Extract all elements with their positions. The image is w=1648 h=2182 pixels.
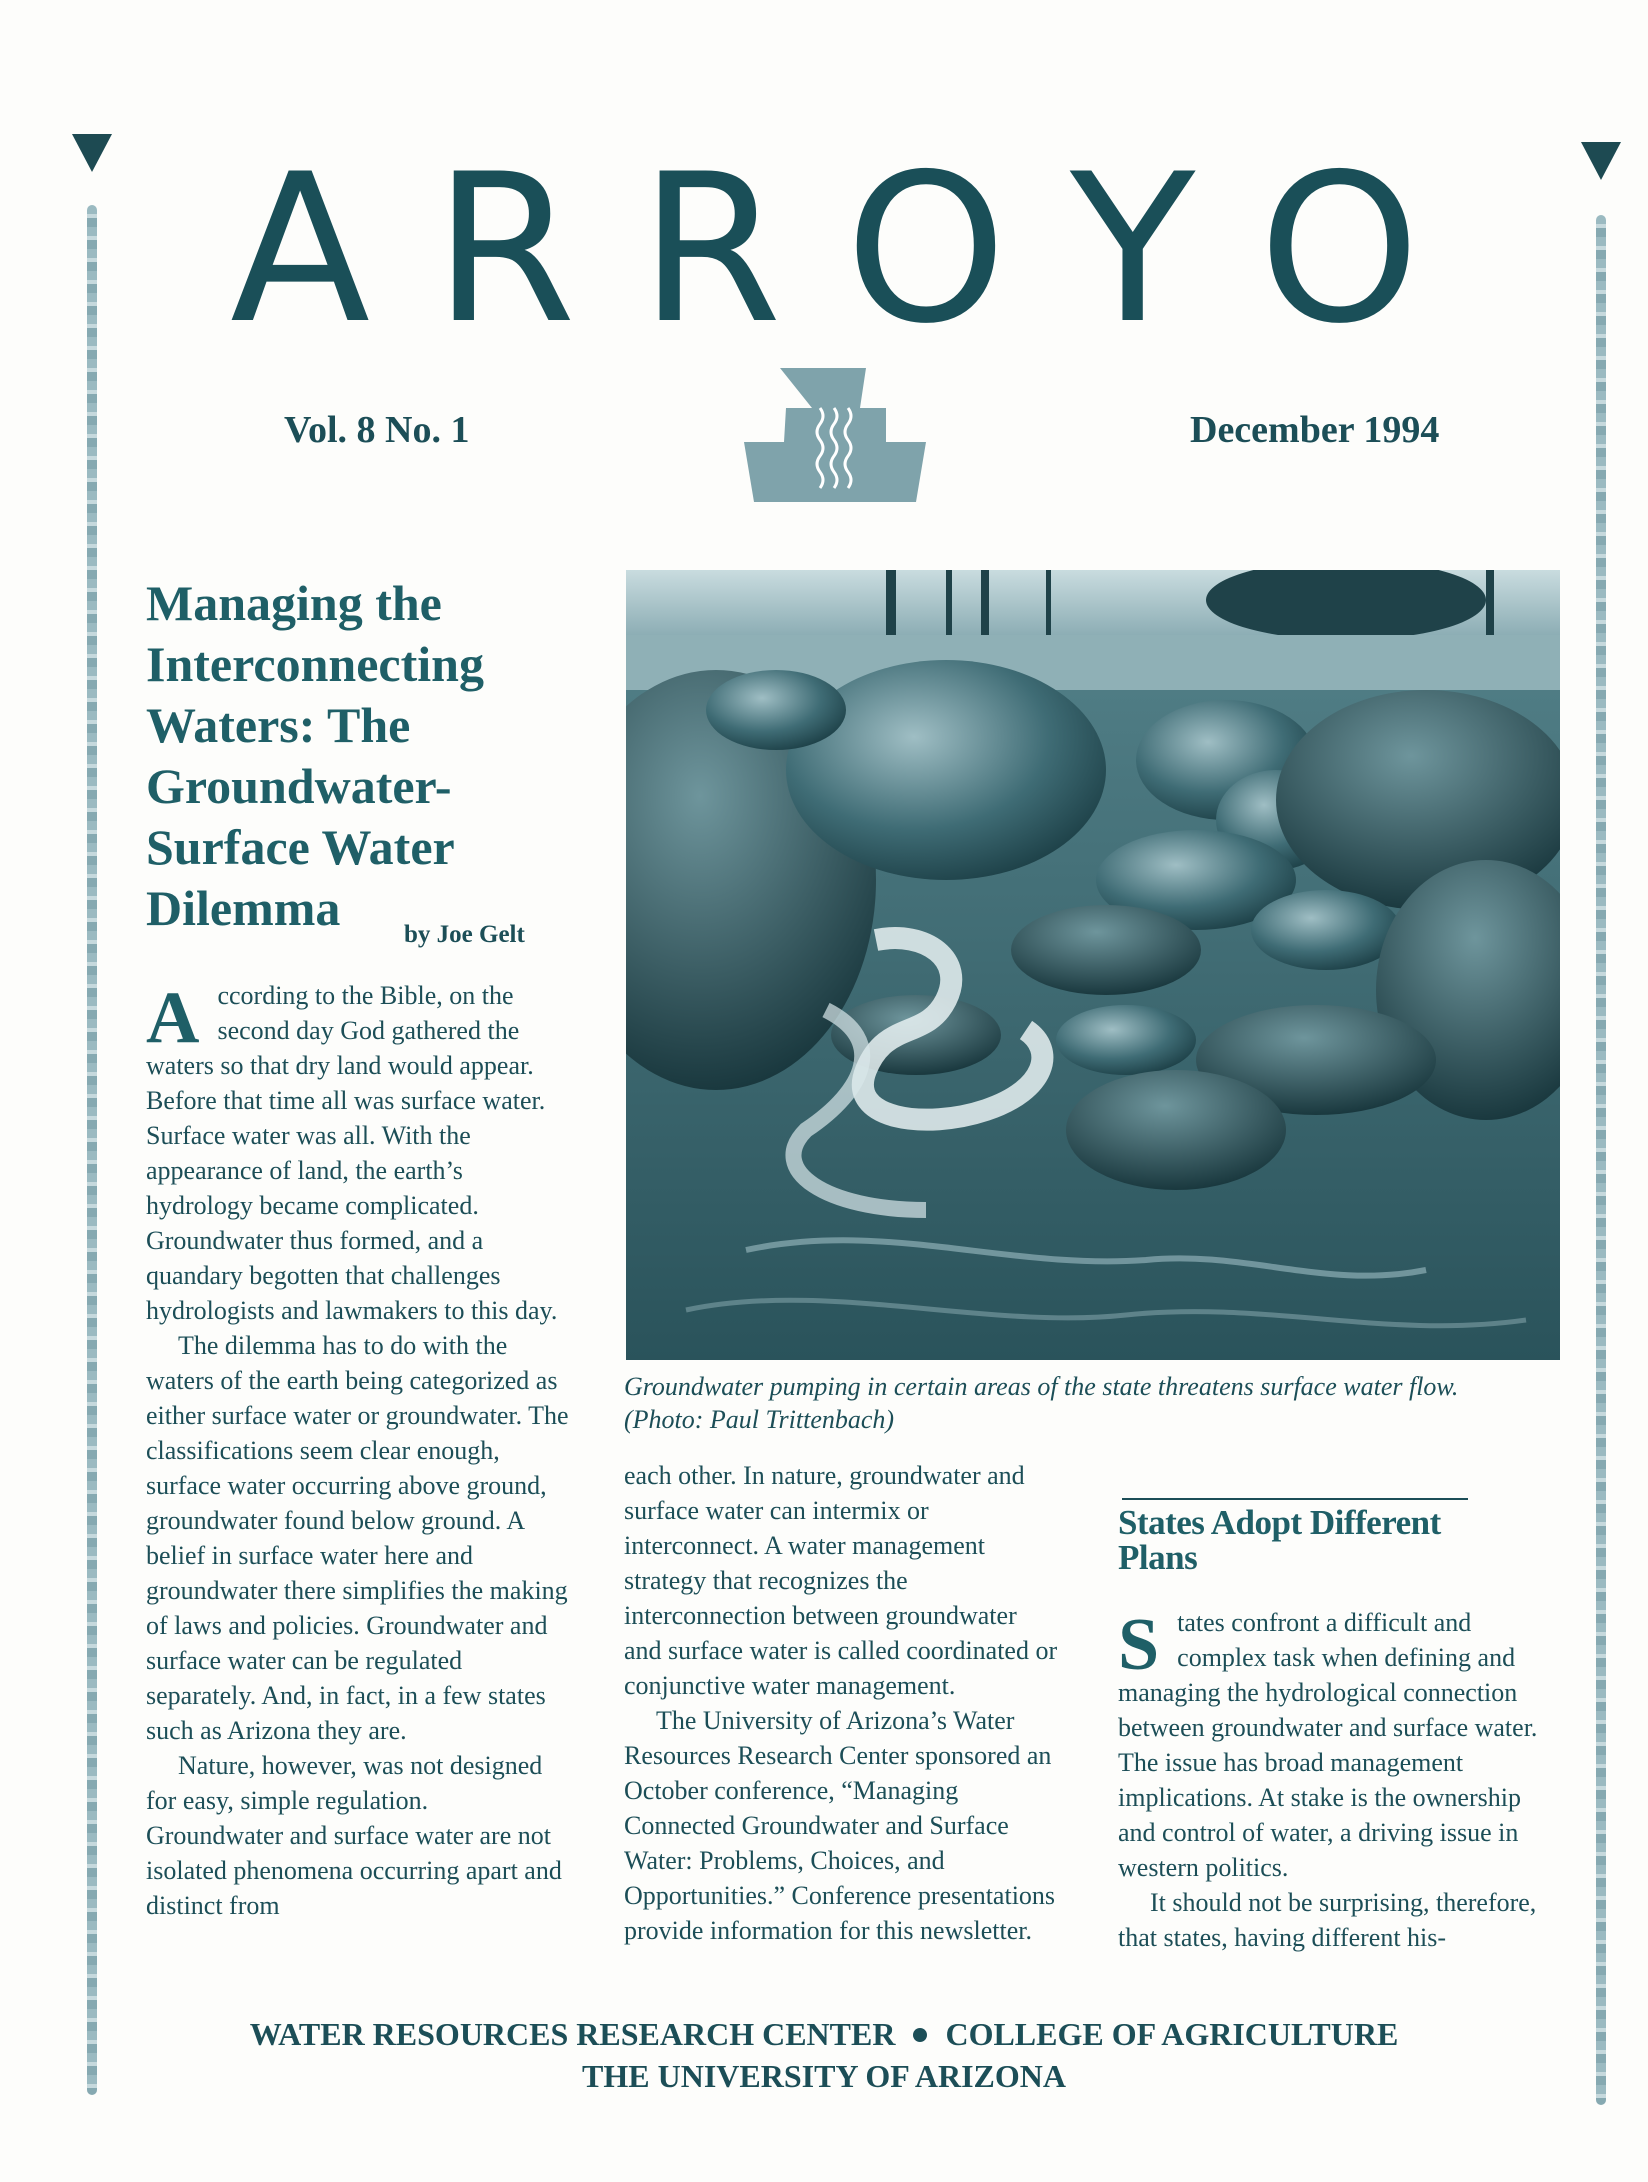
masthead-letter: Y bbox=[1070, 130, 1196, 369]
byline: by Joe Gelt bbox=[404, 921, 525, 948]
step-pyramid-logo-icon bbox=[736, 368, 936, 502]
masthead-letter: R bbox=[639, 130, 782, 369]
footer-college-name: COLLEGE OF AGRICULTURE bbox=[945, 2016, 1399, 2052]
section-heading: States Adopt Different Plans bbox=[1118, 1503, 1441, 1577]
drop-cap: A bbox=[146, 977, 200, 1059]
stream-photo bbox=[626, 570, 1560, 1360]
headline-line: Interconnecting bbox=[146, 636, 484, 692]
article-paragraph: The University of Arizona’s Water Resources Research Center sponsored an October conference, “Managing Connected Groundwater and Surface Water: Problems, Choices, and Opportunities.” Conference presentations provide information for this newsletter. bbox=[624, 1706, 1056, 1945]
bullet-icon bbox=[913, 2028, 927, 2042]
article-paragraph bbox=[146, 978, 570, 1328]
right-wavy-rule-icon bbox=[1596, 215, 1606, 2105]
masthead-letter: R bbox=[433, 130, 577, 369]
article-headline bbox=[146, 573, 586, 939]
section-rule bbox=[1122, 1498, 1468, 1500]
article-paragraph bbox=[1118, 1605, 1556, 1885]
footer-university: THE UNIVERSITY OF ARIZONA bbox=[582, 2058, 1066, 2094]
publisher-footer bbox=[0, 2016, 1648, 2053]
article-column-3 bbox=[1118, 1605, 1556, 1955]
caption-line: (Photo: Paul Trittenbach) bbox=[624, 1405, 895, 1434]
left-triangle-marker-icon bbox=[72, 134, 112, 172]
masthead-letter: O bbox=[845, 130, 1007, 369]
article-paragraph: The dilemma has to do with the waters of the earth being categorized as either surface water or groundwater. The classifications seem clear enough, surface water occurring above ground, groundwater found below ground. A belief in surface water here and groundwater there simplifies the making of laws and policies. Groundwater and surface water can be regulated separately. And, in fact, in a few states such as Arizona they are. bbox=[146, 1331, 569, 1745]
headline-line: Waters: The bbox=[146, 697, 411, 753]
left-wavy-rule-icon bbox=[87, 205, 97, 2095]
logo-shape bbox=[744, 368, 926, 502]
right-triangle-marker-icon bbox=[1581, 142, 1621, 180]
article-paragraph: It should not be surprising, therefore, that states, having different his- bbox=[1118, 1888, 1537, 1952]
masthead-title bbox=[230, 130, 1420, 369]
drop-cap: S bbox=[1118, 1604, 1160, 1686]
article-column-1 bbox=[146, 978, 570, 1923]
caption-line: Groundwater pumping in certain areas of the state threatens surface water flow. bbox=[624, 1372, 1459, 1401]
masthead-letter: A bbox=[230, 130, 371, 369]
headline-line: Surface Water bbox=[146, 819, 455, 875]
volume-number: Vol. 8 No. 1 bbox=[284, 409, 470, 451]
headline-line: Groundwater- bbox=[146, 758, 452, 814]
article-paragraph: Nature, however, was not designed for easy, simple regulation. Groundwater and surface water are not isolated phenomena occurring apart and distinct from bbox=[146, 1751, 562, 1920]
article-column-2 bbox=[624, 1458, 1060, 1948]
paragraph-text: ccording to the Bible, on the second day God gathered the waters so that dry land would appear. Before that time all was surface water. Surface water was all. With the appearance of land, the earth’s hydrology became complicated. Groundwater thus formed, and a quandary begotten that challenges hydrologists and lawmakers to this day. bbox=[146, 981, 558, 1325]
photo-caption bbox=[624, 1370, 1564, 1436]
stream-photo-illustration bbox=[626, 570, 1560, 1360]
paragraph-text: tates confront a difficult and complex task when defining and managing the hydrological connection between groundwater and surface water. The issue has broad management implications. At stake is the ownership and control of water, a driving issue in western politics. bbox=[1118, 1608, 1538, 1882]
masthead-letter: O bbox=[1258, 130, 1420, 369]
headline-line: Managing the bbox=[146, 575, 442, 631]
headline-line: Dilemma bbox=[146, 880, 341, 936]
issue-date: December 1994 bbox=[1190, 409, 1440, 451]
footer-center-name: WATER RESOURCES RESEARCH CENTER bbox=[249, 2016, 896, 2052]
article-paragraph: each other. In nature, groundwater and surface water can intermix or interconnect. A water management strategy that recognizes the interconnection between groundwater and surface water is called coordinated or conjunctive water management. bbox=[624, 1461, 1058, 1700]
